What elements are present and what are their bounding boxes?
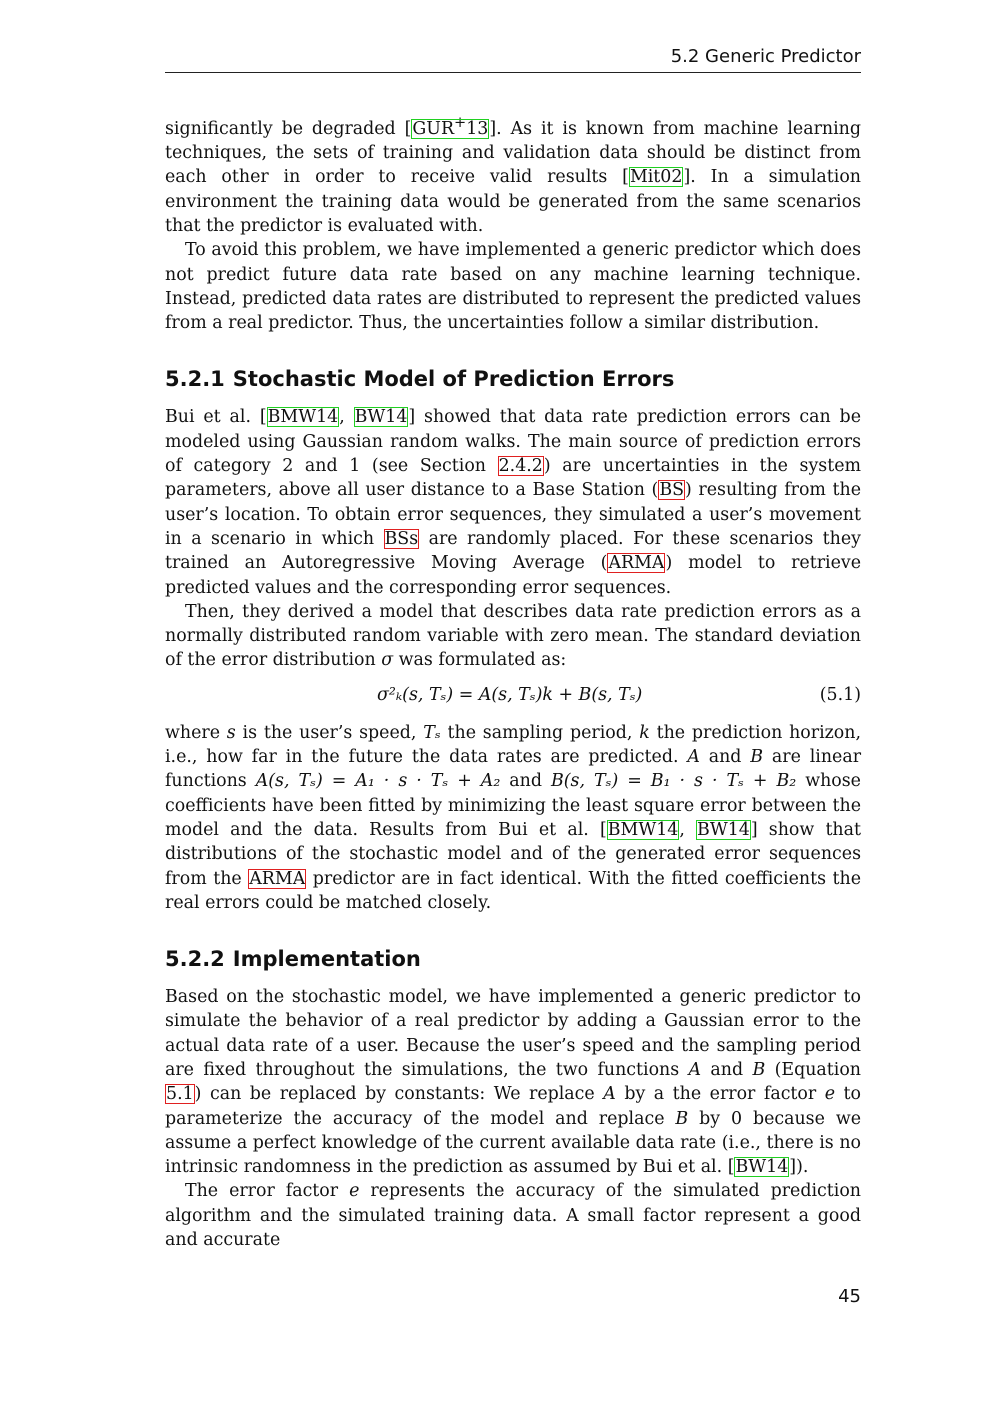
running-header [165, 46, 861, 73]
acronym-link-bss[interactable]: BSs [384, 528, 419, 549]
equation-5-1 [165, 673, 861, 721]
citation-bw14[interactable]: BW14 [354, 407, 408, 428]
acronym-link-arma[interactable]: ARMA [608, 553, 665, 574]
citation-bw14[interactable]: BW14 [735, 1157, 789, 1178]
section-heading-5-2-1: 5.2.1 Stochastic Model of Prediction Errors [165, 367, 675, 392]
page-number: 45 [838, 1286, 861, 1307]
citation-mit02[interactable]: Mit02 [629, 167, 683, 188]
body-text [165, 111, 861, 1252]
intro-paragraph-2: To avoid this problem, we have implemented a generic predictor which does not predict future data rate based on any machine learning technique. Instead, predicted data rates are distributed to represent the predicted values from a real predictor. Thus, the uncertainties follow a similar distribution. [165, 240, 861, 334]
intro-paragraph-1: significantly be degraded [GUR+13]. As it is known from machine learning techniques, the sets of training and validation data should be distinct from each other in order to receive valid results [Mit02]. In a simulation environment the training data would be generated from the same scenarios that the predictor is evaluated with. [165, 115, 861, 236]
section2-paragraph-2: The error factor e represents the accuracy of the simulated prediction algorithm and the simulated training data. A small factor represent a good and accurate [165, 1181, 861, 1251]
section-heading-5-2-2: 5.2.2 Implementation [165, 947, 421, 972]
equation-formula: σ²ₖ(s, Tₛ) = A(s, Tₛ)k + B(s, Tₛ) [377, 684, 643, 705]
section1-paragraph-3: where s is the user’s speed, Tₛ the sampling period, k the prediction horizon, i.e., how far in the future the data rates are predicted. A and B are linear functions A(s, Tₛ) = A₁ · s · Tₛ + A₂ and B(s, Tₛ) = B₁ · s · Tₛ + B₂ whose coefficients have been fitted by minimizing the least square error between the model and the data. Results from Bui et al. [BMW14, BW14] show that distributions of the stochastic model and of the generated error sequences from the ARMA predictor are in fact identical. With the fitted coefficients the real errors could be matched closely. [165, 722, 862, 913]
citation-bw14[interactable]: BW14 [697, 819, 750, 840]
section-ref-2-4-2[interactable]: 2.4.2 [498, 456, 543, 477]
acronym-link-bs[interactable]: BS [659, 480, 685, 501]
acronym-link-arma[interactable]: ARMA [249, 868, 306, 889]
section1-paragraph-2: Then, they derived a model that describes data rate prediction errors as a normally distributed random variable with zero mean. The standard deviation of the error distribution σ was formulated as: [165, 601, 861, 671]
citation-bmw14[interactable]: BMW14 [267, 407, 339, 428]
running-title: 5.2 Generic Predictor [670, 46, 861, 67]
equation-ref-5-1[interactable]: 5.1 [166, 1084, 194, 1105]
equation-number: (5.1) [819, 684, 861, 705]
section1-paragraph-1: Bui et al. [BMW14, BW14] showed that data rate prediction errors can be modeled using Gaussian random walks. The main source of prediction errors of category 2 and 1 (see Section 2.4.2) are uncertainties in the system parameters, above all user distance to a Base Station (BS) resulting from the user’s location. To obtain error sequences, they simulated a user’s movement in a scenario in which BSs are randomly placed. For these scenarios they trained an Autoregressive Moving Average (ARMA) model to retrieve predicted values and the corresponding error sequences. [165, 407, 861, 598]
section2-paragraph-1: Based on the stochastic model, we have implemented a generic predictor to simulate the behavior of a real predictor by adding a Gaussian error to the actual data rate of a user. Because the user’s speed and the sampling period are fixed throughout the simulations, the two functions A and B (Equation 5.1) can be replaced by constants: We replace A by a the error factor e to parameterize the accuracy of the model and replace B by 0 because we assume a perfect knowledge of the current available data rate (i.e., there is no intrinsic randomness in the prediction as assumed by Bui et al. [BW14]). [165, 987, 862, 1178]
citation-bmw14[interactable]: BMW14 [607, 819, 679, 840]
citation-gur13[interactable]: GUR+13 [412, 115, 489, 139]
